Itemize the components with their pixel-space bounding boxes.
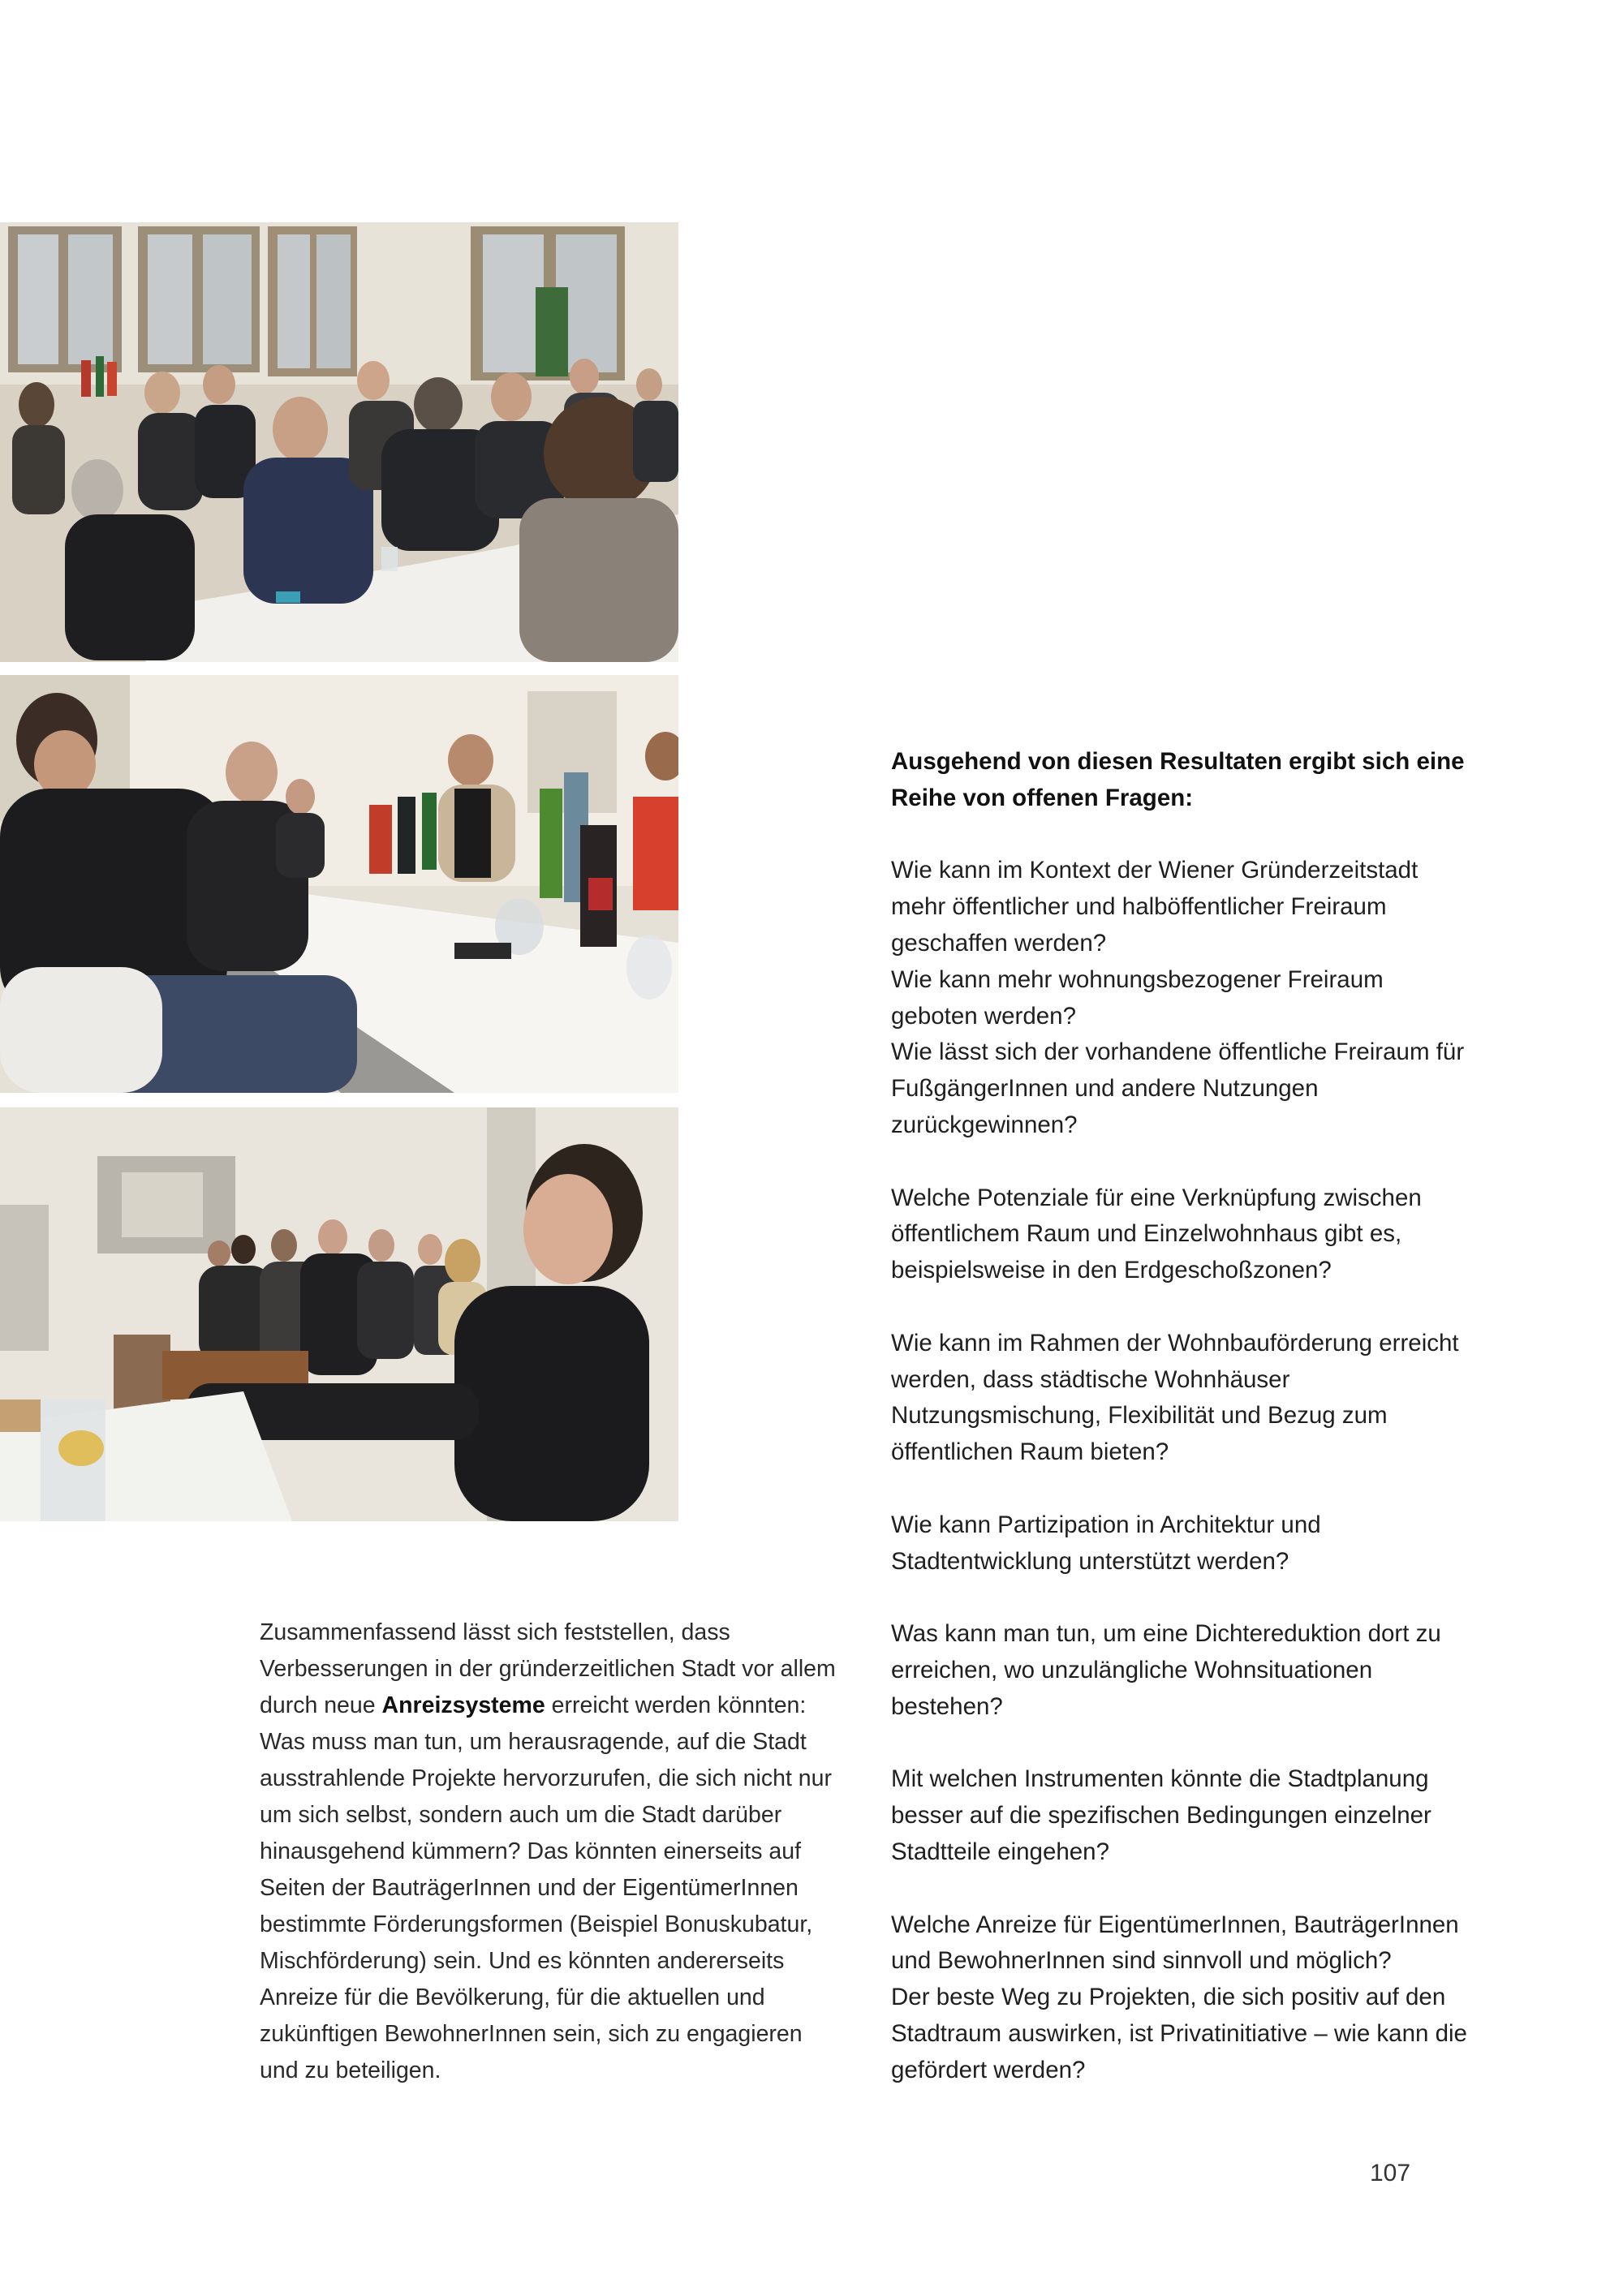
summary-text xyxy=(260,1615,844,2089)
question-item: Wie kann im Rahmen der Wohnbauförderung erreicht werden, dass städtische Wohnhäuser Nutzungsmischung, Flexibilität und Bezug zum öffentlichen Raum bieten? xyxy=(891,1329,1459,1466)
question-item: Welche Anreize für EigentümerInnen, BauträgerInnen und BewohnerInnen sind sinnvoll und möglich? xyxy=(891,1911,1459,1975)
summary-text-after: erreicht werden könnten: Was muss man tun, um herausragende, auf die Stadt ausstrahlende Projekte hervorzurufen, die sich nicht nur um sich selbst, sondern auch um die Stadt darüber hinausgehend kümmern? Das könnten einerseits auf Seiten der BauträgerInnen und der EigentümerInnen bestimmte Förderungsformen (Beispiel Bonuskubatur, Mischförderung) sein. Und es könnten andererseits Anreize für die Bevölkerung, für die aktuellen und zukünftigen BewohnerInnen sein, sich zu engagieren und zu beteiligen. xyxy=(260,1692,832,2083)
photo-woman-smiling-audience-image xyxy=(0,1107,678,1521)
photo-audience-seated xyxy=(0,222,678,662)
question-item: Wie kann mehr wohnungsbezogener Freiraum geboten werden? xyxy=(891,965,1384,1030)
question-item: Wie lässt sich der vorhandene öffentliche Freiraum für FußgängerInnen und andere Nutzungen zurückgewinnen? xyxy=(891,1038,1465,1138)
question-item: Mit welchen Instrumenten könnte die Stadtplanung besser auf die spezifischen Bedingungen einzelner Stadtteile eingehen? xyxy=(891,1765,1431,1865)
photo-panel-discussion-image xyxy=(0,675,678,1093)
open-questions-column xyxy=(891,744,1475,2125)
question-item: Welche Potenziale für eine Verknüpfung zwischen öffentlichem Raum und Einzelwohnhaus gibt es, beispielsweise in den Erdgeschoßzonen? xyxy=(891,1184,1422,1284)
photo-panel-discussion xyxy=(0,675,678,1093)
question-item: Der beste Weg zu Projekten, die sich positiv auf den Stadtraum auswirken, ist Privatinitiative – wie kann die gefördert werden? xyxy=(891,1984,1467,2083)
photo-woman-smiling-audience xyxy=(0,1107,678,1521)
question-item: Was kann man tun, um eine Dichtereduktion dort zu erreichen, wo unzulängliche Wohnsituationen bestehen? xyxy=(891,1620,1441,1720)
photo-audience-seated-image xyxy=(0,222,678,662)
summary-bold-term: Anreizsysteme xyxy=(381,1692,545,1718)
question-item: Wie kann im Kontext der Wiener Gründerzeitstadt mehr öffentlicher und halböffentlicher Freiraum geschaffen werden? xyxy=(891,857,1419,957)
question-group-7 xyxy=(891,1907,1475,2089)
page-number: 107 xyxy=(1370,2160,1411,2186)
questions-heading: Ausgehend von diesen Resultaten ergibt sich eine Reihe von offenen Fragen: xyxy=(891,748,1465,811)
summary-paragraph xyxy=(260,1615,844,2089)
question-group-1 xyxy=(891,853,1475,1143)
summary-text-before: Zusammenfassend lässt sich feststellen, dass Verbesserungen in der gründerzeitlichen Stadt vor allem durch neue xyxy=(260,1619,836,1718)
question-item: Wie kann Partizipation in Architektur und Stadtentwicklung unterstützt werden? xyxy=(891,1511,1321,1575)
